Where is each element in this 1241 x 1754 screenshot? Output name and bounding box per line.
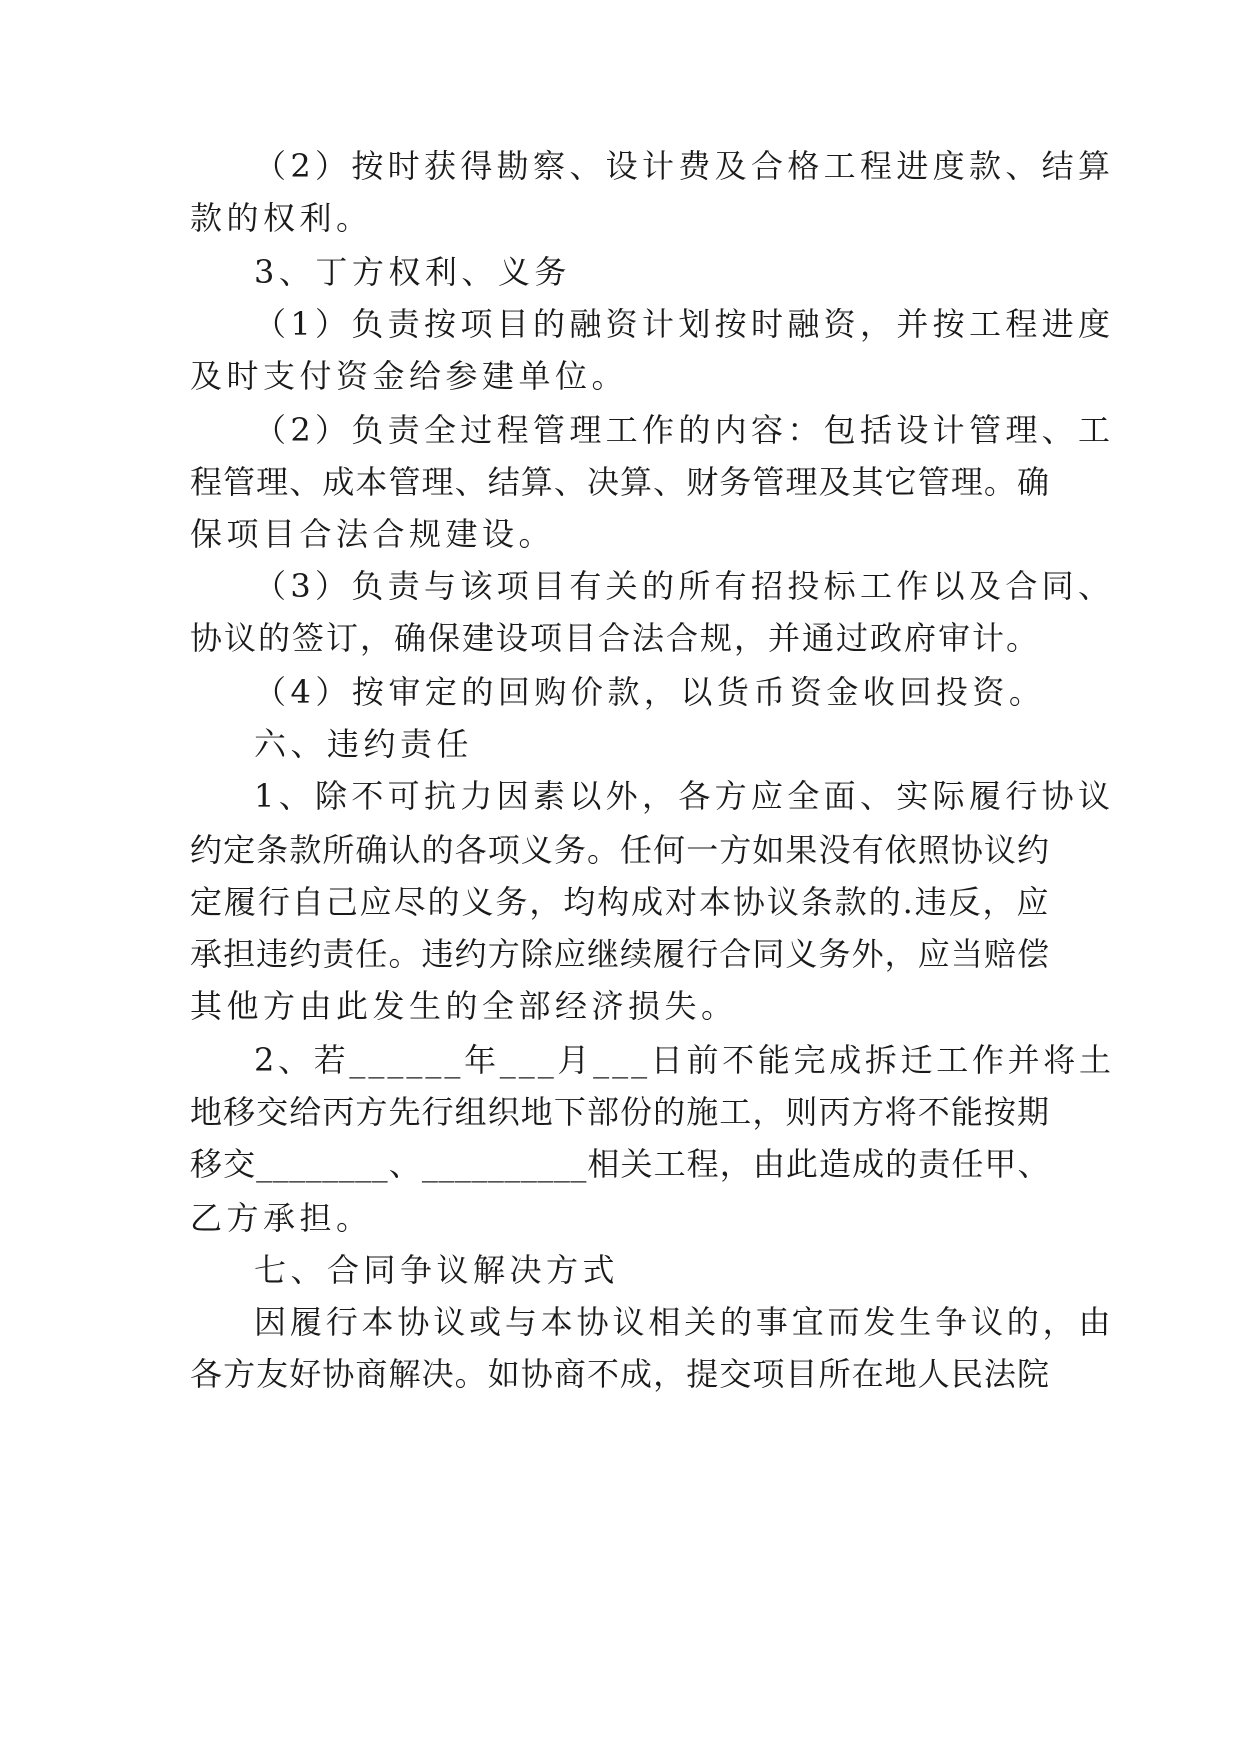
paragraph-line: 定履行自己应尽的义务，均构成对本协议条款的.违反，应 (190, 883, 1050, 921)
paragraph-line: （3）负责与该项目有关的所有招投标工作以及合同、 (254, 567, 1114, 605)
paragraph-line: 1、除不可抗力因素以外，各方应全面、实际履行协议 (254, 777, 1114, 815)
paragraph-line: 各方友好协商解决。如协商不成，提交项目所在地人民法院 (190, 1355, 1050, 1393)
paragraph-line: 乙方承担。 (190, 1199, 373, 1237)
paragraph-line: （4）按审定的回购价款，以货币资金收回投资。 (254, 673, 1046, 711)
paragraph-line: 地移交给丙方先行组织地下部份的施工，则丙方将不能按期 (190, 1093, 1050, 1131)
paragraph-line: （2）按时获得勘察、设计费及合格工程进度款、结算 (254, 147, 1114, 185)
paragraph-line: 因履行本协议或与本协议相关的事宜而发生争议的，由 (254, 1303, 1114, 1341)
section-heading: 七、合同争议解决方式 (254, 1251, 620, 1289)
paragraph-line: 2、若______年___月___日前不能完成拆迁工作并将土 (254, 1041, 1114, 1079)
paragraph-line: 移交________、__________相关工程，由此造成的责任甲、 (190, 1145, 1050, 1183)
paragraph-line: （1）负责按项目的融资计划按时融资，并按工程进度 (254, 305, 1114, 343)
paragraph-line: 程管理、成本管理、结算、决算、财务管理及其它管理。确 (190, 463, 1050, 501)
paragraph-line: 及时支付资金给参建单位。 (190, 357, 629, 395)
section-heading: 3、丁方权利、义务 (254, 253, 571, 291)
paragraph-line: 款的权利。 (190, 199, 373, 237)
paragraph-line: 承担违约责任。违约方除应继续履行合同义务外，应当赔偿 (190, 935, 1050, 973)
paragraph-line: （2）负责全过程管理工作的内容：包括设计管理、工 (254, 411, 1114, 449)
paragraph-line: 约定条款所确认的各项义务。任何一方如果没有依照协议约 (190, 831, 1050, 869)
paragraph-line: 协议的签订，确保建设项目合法合规，并通过政府审计。 (190, 619, 1041, 657)
section-heading: 六、违约责任 (254, 725, 474, 763)
paragraph-line: 保项目合法合规建设。 (190, 515, 556, 553)
paragraph-line: 其他方由此发生的全部经济损失。 (190, 987, 738, 1025)
